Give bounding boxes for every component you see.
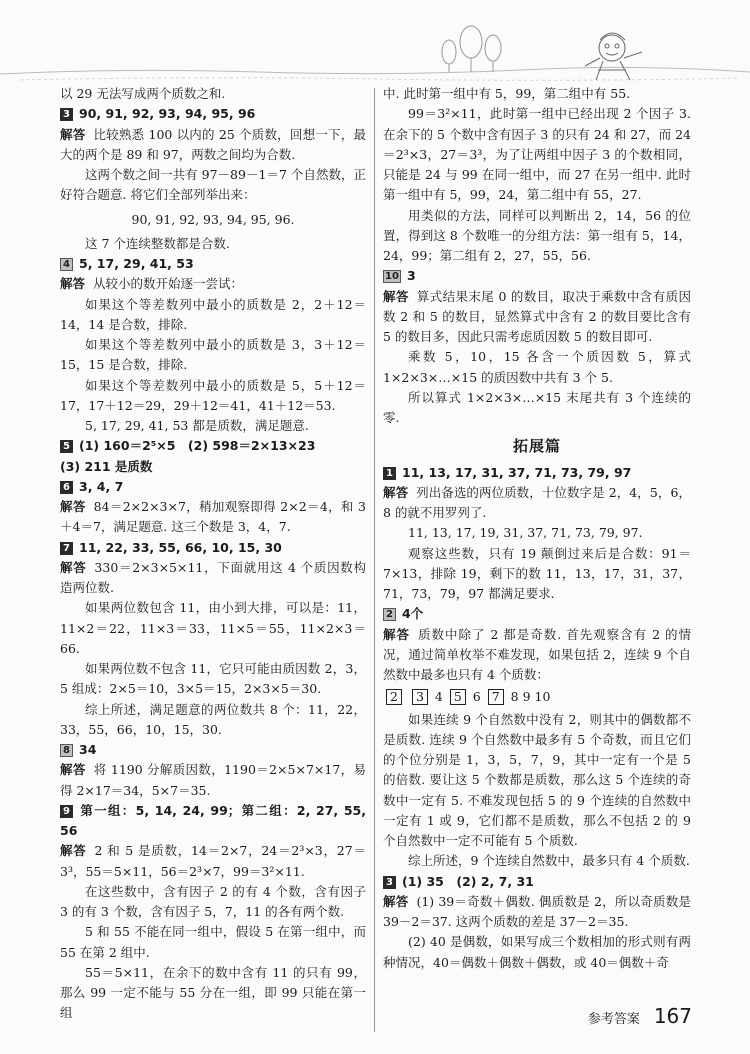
answer-text: 90, 91, 92, 93, 94, 95, 96	[79, 106, 256, 122]
text-line: 如果这个等差数列中最小的质数是 3，3＋12＝15，15 是合数，排除.	[60, 337, 366, 373]
question-number: 2	[383, 608, 396, 621]
question-number: 5	[60, 440, 73, 453]
sequence-number: 10	[534, 689, 551, 705]
text-line: 99＝3²×11，此时第一组中已经出现 2 个因子 3. 在余下的 5 个数中含有因子 3 的只有 24 和 27，而 24＝2³×3，27＝3³，为了让两组中因子 3 的个数相同，只能是 24 与 99 在同一组中，而 27 在另一组中. 此时第一组中有 5，99，24，第二组中有 55，27.	[383, 106, 691, 203]
answer-3	[60, 104, 366, 124]
footer-title: 参考答案	[587, 1011, 640, 1027]
text-line: 从较小的数开始逐一尝试：	[93, 276, 244, 292]
solution-label: 解答	[60, 276, 86, 292]
answer-text: 第一组：5, 14, 24, 99；第二组：2, 27, 55, 56	[60, 802, 366, 838]
solution-label: 解答	[60, 843, 87, 859]
sequence-number: 8	[510, 689, 519, 705]
text-line: (1) 39＝奇数＋偶数. 偶质数是 2，所以奇质数是 39－2＝37. 这两个质数的差是 37－2＝35.	[383, 893, 691, 930]
text-line: 这 7 个连续整数都是合数.	[85, 235, 230, 251]
text-line: 5 和 55 不能在同一组中，假设 5 在第一组中，而 55 在第 2 组中.	[60, 924, 366, 960]
solution-label: 解答	[60, 559, 87, 575]
answer-8	[60, 740, 366, 760]
prime-box: 7	[488, 689, 504, 705]
sequence-number: 9	[522, 689, 531, 705]
sequence-number: 6	[472, 689, 481, 705]
question-number: 1	[383, 467, 396, 480]
text-line: 如果这个等差数列中最小的质数是 5，5＋12＝17，17＋12＝29，29＋12＝41，41＋12＝53.	[60, 377, 366, 413]
prime-box: 3	[412, 689, 428, 705]
tree-icon	[442, 26, 501, 72]
text-line: 以 29 无法写成两个质数之和.	[60, 86, 226, 101]
question-number: 7	[60, 542, 73, 555]
text-line: 55＝5×11，在余下的数中含有 11 的只有 99，那么 99 一定不能与 55 分在一组，即 99 只能在第一组	[60, 964, 366, 1021]
question-number: 10	[383, 270, 401, 283]
mascot-icon	[585, 33, 642, 80]
sequence-number: 4	[434, 689, 443, 705]
text-line: 列出备选的两位质数，十位数字是 2，4，5，6，8 的就不用罗列了.	[383, 484, 691, 521]
answer-7	[60, 538, 366, 558]
question-number: 6	[60, 481, 73, 494]
answer-text: 34	[79, 742, 97, 757]
text-line: 综上所述，9 个连续自然数中，最多只有 4 个质数.	[408, 853, 690, 869]
page-footer	[588, 1000, 692, 1032]
header-illustration	[0, 0, 750, 88]
question-number: 9	[60, 805, 73, 818]
number-sequence	[383, 687, 691, 707]
answer-text: (1) 35 (2) 2, 7, 31	[402, 873, 534, 889]
text-line: 在这些数中，含有因子 2 的有 4 个数，含有因子 3 的有 3 个数，含有因子 5，7，11 的各有两个数.	[60, 883, 366, 919]
answer-text: 3	[407, 268, 416, 284]
text-line: 观察这些数，只有 19 颠倒过来后是合数：91＝7×13，排除 19，剩下的数 11，13，17，31，37，71，73，79，97 都满足要求.	[383, 545, 691, 602]
question-number: 3	[383, 876, 396, 889]
answer-4	[60, 254, 366, 274]
answer-5	[60, 436, 366, 456]
solution-label: 解答	[60, 499, 86, 514]
section-title: 拓展篇	[512, 437, 561, 456]
solution-label: 解答	[60, 126, 86, 142]
text-line: 算式结果末尾 0 的数目，取决于乘数中含有质因数 2 和 5 的数目，显然算式中含有 2 的数目要比含有 5 的数目多，因此只需考虑质因数 5 的数目即可.	[383, 288, 691, 344]
text-line: 质数中除了 2 都是奇数. 首先观察含有 2 的情况，通过简单枚举不难发现，如果包括 2，连续 9 个自然数中最多也只有 4 个质数：	[383, 626, 691, 683]
prime-box: 2	[386, 689, 402, 705]
question-number: 3	[60, 108, 73, 121]
text-line: 将 1190 分解质因数，1190＝2×5×7×17，易得 2×17＝34，5×7＝35.	[60, 762, 366, 798]
text-line: 如果连续 9 个自然数中没有 2，则其中的偶数都不是质数. 连续 9 个自然数中最多有 5 个奇数，而且它们的个位分别是 1，3，5，7，9，其中一定有一个是 5 的倍数. 要让这 5 个数都是质数，那么这 5 个连续的奇数中一定有 5. 不难发现包括 5 的 9 个连续的自然数中一定有 1 或 9，它们都不是质数，那么不包括 2 的 9 个自然数中一定不可能有 5 个质数.	[383, 711, 691, 849]
answer-text: 5, 17, 29, 41, 53	[79, 256, 194, 271]
solution-label: 解答	[60, 762, 86, 778]
left-column	[60, 84, 366, 1024]
text-line: (2) 40 是偶数，如果写成三个数相加的形式则有两种情况，40＝偶数＋偶数＋偶数，或 40＝偶数＋奇	[383, 934, 691, 970]
answer-text: (1) 160＝2⁵×5 (2) 598＝2×13×23	[79, 438, 316, 454]
right-column	[383, 84, 691, 973]
solution-label: 解答	[383, 288, 409, 304]
text-line: 综上所述，满足题意的两位数共 8 个：11，22，33，55，66，10，15，30.	[60, 701, 366, 737]
answer-text: (3) 211 是质数	[60, 458, 153, 474]
text-line: 5, 17, 29, 41, 53 都是质数，满足题意.	[85, 418, 309, 433]
extension-answer-2	[383, 604, 691, 624]
extension-answer-3	[383, 872, 691, 892]
text-line: 11, 13, 17, 19, 31, 37, 71, 73, 79, 97.	[408, 525, 643, 541]
text-line: 这两个数之间一共有 97－89－1＝7 个自然数，正好符合题意. 将它们全部列举出来：	[60, 167, 366, 203]
page-number: 167	[653, 1003, 692, 1028]
column-divider	[374, 88, 375, 1032]
extension-answer-1	[383, 463, 691, 483]
text-line: 乘数 5，10，15 各含一个质因数 5，算式 1×2×3×…×15 的质因数中共有 3 个 5.	[383, 349, 691, 385]
solution-label: 解答	[383, 484, 409, 500]
solution-label: 解答	[383, 893, 409, 909]
answer-text: 11, 22, 33, 55, 66, 10, 15, 30	[79, 539, 282, 555]
answer-text: 3, 4, 7	[79, 478, 124, 494]
question-number: 8	[60, 744, 73, 757]
text-line: 如果两位数包含 11，由小到大排，可以是：11，11×2＝22，11×3＝33，11×5＝55，11×2×3＝66.	[60, 600, 366, 656]
text-line: 90, 91, 92, 93, 94, 95, 96.	[131, 211, 295, 227]
text-line: 用类似的方法，同样可以判断出 2，14，56 的位置，得到这 8 个数唯一的分组方法：第一组有 5，14，24，99；第二组有 2，27，55，56.	[383, 207, 691, 263]
text-line: 84＝2×2×3×7，稍加观察即得 2×2＝4，和 3＋4＝7，满足题意. 这三个数是 3，4，7.	[60, 499, 366, 535]
answer-10	[383, 266, 691, 286]
text-line: 330＝2×3×5×11，下面就用这 4 个质因数构造两位数.	[60, 559, 366, 595]
text-line: 如果两位数不包含 11，它只可能由质因数 2，3，5 组成：2×5＝10，3×5＝15，2×3×5＝30.	[60, 661, 366, 697]
question-number: 4	[60, 258, 73, 271]
text-line: 中. 此时第一组中有 5，99，第二组中有 55.	[383, 86, 631, 101]
answer-text: 11, 13, 17, 31, 37, 71, 73, 79, 97	[402, 464, 632, 480]
prime-box: 5	[450, 689, 466, 705]
answer-text: 4个	[402, 606, 424, 622]
answer-6	[60, 477, 366, 497]
text-line: 所以算式 1×2×3×…×15 末尾共有 3 个连续的零.	[383, 389, 691, 425]
text-line: 如果这个等差数列中最小的质数是 2，2＋12＝14，14 是合数，排除.	[60, 296, 366, 332]
text-line: 2 和 5 是质数，14＝2×7，24＝2³×3，27＝3³，55＝5×11，56＝2³×7，99＝3²×11.	[60, 843, 366, 879]
solution-label: 解答	[383, 626, 410, 642]
text-line: 比较熟悉 100 以内的 25 个质数，回想一下，最大的两个是 89 和 97，两数之间均为合数.	[60, 126, 366, 162]
answer-9	[60, 801, 366, 842]
